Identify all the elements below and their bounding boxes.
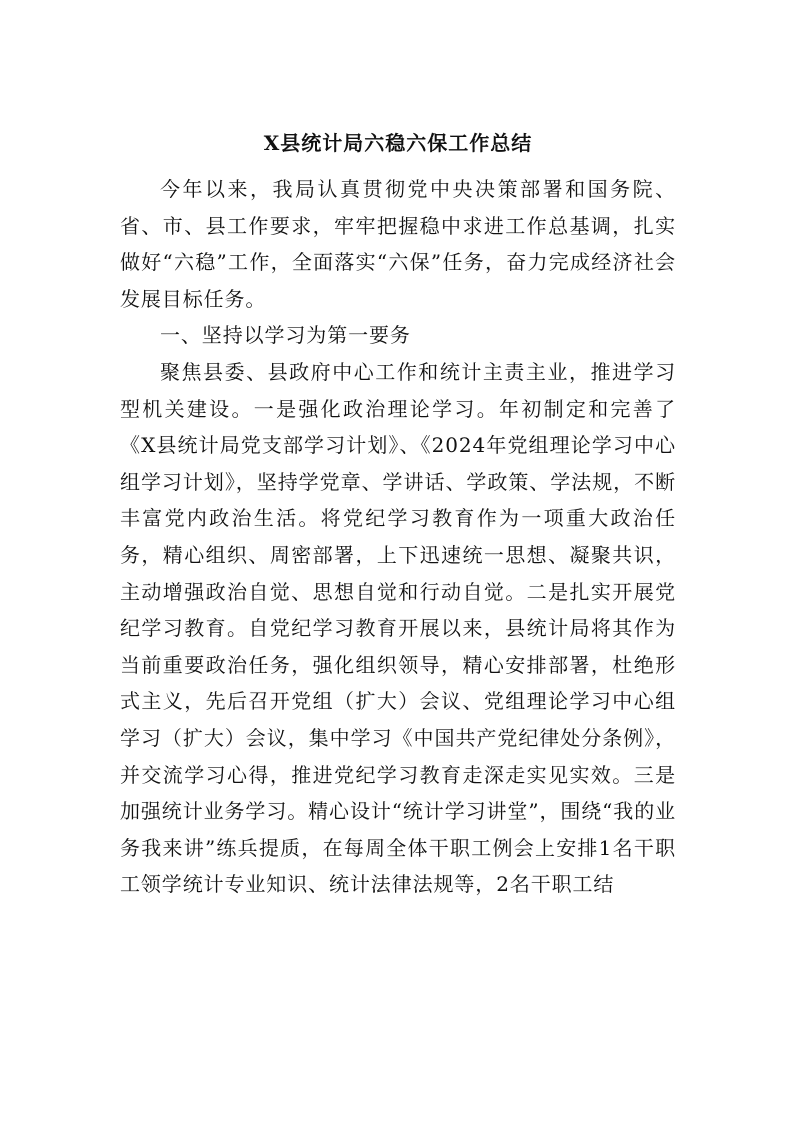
section-heading: 一、坚持以学习为第一要务 [160, 323, 411, 348]
document-title: X县统计局六稳六保工作总结 [263, 131, 533, 155]
section-body-paragraph: 聚焦县委、县政府中心工作和统计主责主业，推进学习型机关建设。一是强化政治理论学习。年初制定和完善了《X县统计局党支部学习计划》、《2024年党组理论学习中心组学习计划》，坚持学党章、学讲话、学政策、学法规，不断丰富党内政治生活。将党纪学习教育作为一项重大政治任务，精心组织、周密部署，上下迅速统一思想、凝聚共识，主动增强政治自觉、思想自觉和行动自觉。二是扎实开展党纪学习教育。自党纪学习教育开展以来，县统计局将其作为当前重要政治任务，强化组织领导，精心安排部署，杜绝形式主义，先后召开党组（扩大）会议、党组理论学习中心组学习（扩大）会议，集中学习《中国共产党纪律处分条例》，并交流学习心得，推进党纪学习教育走深走实见实效。三是加强统计业务学习。精心设计“统计学习讲堂”，围绕“我的业务我来讲”练兵提质，在每周全体干职工例会上安排1名干职工领学统计专业知识、统计法律法规等，2名干职工结 [120, 359, 676, 897]
intro-paragraph: 今年以来，我局认真贯彻党中央决策部署和国务院、省、市、县工作要求，牢牢把握稳中求进工作总基调，扎实做好“六稳”工作，全面落实“六保”任务，奋力完成经济社会发展目标任务。 [120, 177, 676, 311]
